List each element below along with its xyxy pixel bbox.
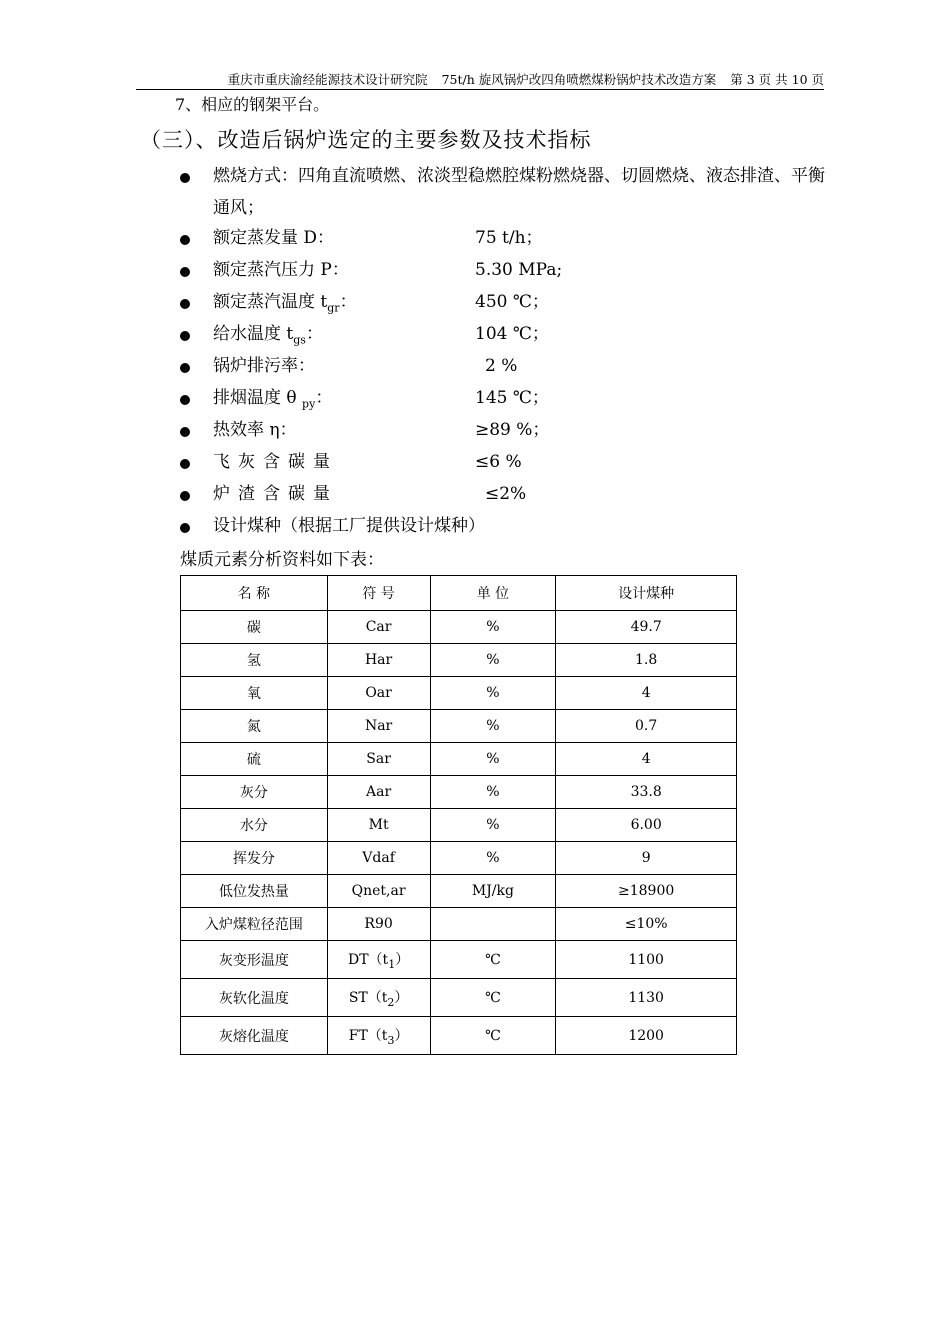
efficiency-value: ≥89 %； [475, 420, 550, 440]
bullet-dot-icon [180, 395, 190, 405]
symbol-close: ） [394, 1027, 409, 1044]
slag-carbon-value: ≤2% [485, 484, 527, 504]
cell-unit: % [430, 677, 556, 710]
flue-temp-label-text: 排烟温度 θ [213, 388, 303, 408]
symbol-subscript: 3 [387, 1033, 395, 1047]
table-row [181, 611, 737, 644]
bullet-dot-icon [180, 299, 190, 309]
cell-symbol [327, 941, 430, 979]
symbol-text: DT（t [347, 951, 389, 968]
symbol-close: ） [394, 989, 409, 1006]
cell-unit: % [430, 776, 556, 809]
cell-value: 1.8 [556, 644, 737, 677]
bullet-slag-carbon [180, 480, 826, 512]
cell-unit: ℃ [430, 941, 556, 979]
table-row [181, 743, 737, 776]
coal-analysis-table [180, 575, 737, 1055]
table-row [181, 644, 737, 677]
bullet-design-coal [180, 512, 826, 544]
bullet-blowdown [180, 352, 826, 384]
table-row [181, 908, 737, 941]
section-title: （三）、改造后锅炉选定的主要参数及技术指标 [140, 128, 592, 152]
symbol-subscript: 2 [387, 995, 395, 1009]
slag-carbon-label: 炉渣含碳量 [213, 484, 338, 504]
cell-name: 氧 [181, 677, 328, 710]
symbol-text: Nar [364, 718, 393, 734]
table-row [181, 1017, 737, 1055]
table-body [181, 611, 737, 1055]
table-row [181, 710, 737, 743]
fly-ash-carbon-label: 飞灰含碳量 [213, 452, 338, 472]
cell-unit: % [430, 743, 556, 776]
cell-unit: % [430, 644, 556, 677]
header-page-number: 第 3 页 共 10 页 [730, 72, 824, 87]
cell-value: 1100 [556, 941, 737, 979]
cell-value: ≤10% [556, 908, 737, 941]
cell-value: 4 [556, 677, 737, 710]
cell-symbol [327, 611, 430, 644]
header-unit: 单 位 [430, 576, 556, 611]
bullet-flue-temp [180, 384, 826, 416]
cell-symbol [327, 979, 430, 1017]
parameter-list [180, 162, 826, 544]
cell-symbol [327, 875, 430, 908]
page-header [136, 72, 824, 90]
steam-temp-label-text: 额定蒸汽温度 t [213, 292, 328, 312]
cell-unit: % [430, 842, 556, 875]
blowdown-value: 2 % [485, 356, 518, 376]
bullet-dot-icon [180, 491, 190, 501]
blowdown-label: 锅炉排污率： [213, 356, 315, 376]
steam-flow-label: 额定蒸发量 D： [213, 228, 335, 248]
table-row [181, 809, 737, 842]
table-intro: 煤质元素分析资料如下表： [180, 550, 384, 570]
cell-unit: ℃ [430, 979, 556, 1017]
bullet-dot-icon [180, 363, 190, 373]
cell-unit: % [430, 809, 556, 842]
efficiency-label: 热效率 η： [213, 420, 297, 440]
cell-name: 灰熔化温度 [181, 1017, 328, 1055]
feed-temp-colon: ： [305, 324, 323, 344]
bullet-dot-icon [180, 267, 190, 277]
cell-name: 碳 [181, 611, 328, 644]
steam-flow-value: 75 t/h； [475, 228, 543, 248]
steam-pressure-value: 5.30 MPa; [475, 260, 563, 280]
steam-temp-colon: ： [339, 292, 357, 312]
bullet-dot-icon [180, 173, 190, 183]
cell-value: 49.7 [556, 611, 737, 644]
cell-symbol [327, 743, 430, 776]
cell-name: 氢 [181, 644, 328, 677]
fly-ash-carbon-value: ≤6 % [475, 452, 522, 472]
bullet-dot-icon [180, 523, 190, 533]
feed-temp-label-text: 给水温度 t [213, 324, 294, 344]
feed-temp-subscript: gs [293, 333, 306, 347]
bullet-fly-ash-carbon [180, 448, 826, 480]
cell-symbol [327, 776, 430, 809]
header-org: 重庆市重庆渝经能源技术设计研究院 [227, 72, 428, 87]
cell-name: 入炉煤粒径范围 [181, 908, 328, 941]
bullet-dot-icon [180, 459, 190, 469]
symbol-subscript: 1 [388, 957, 396, 971]
feed-temp-label [213, 320, 323, 354]
bullet-dot-icon [180, 331, 190, 341]
cell-symbol [327, 809, 430, 842]
symbol-text: Oar [365, 685, 392, 701]
list-item-7: 7、相应的钢架平台。 [175, 95, 330, 114]
cell-name: 灰分 [181, 776, 328, 809]
bullet-steam-temp [180, 288, 826, 320]
cell-symbol [327, 1017, 430, 1055]
cell-name: 氮 [181, 710, 328, 743]
steam-temp-label [213, 288, 357, 322]
symbol-text: Har [364, 652, 393, 668]
steam-pressure-label: 额定蒸汽压力 P： [213, 260, 349, 280]
symbol-text: FT（t [348, 1027, 388, 1044]
steam-temp-value: 450 ℃； [475, 292, 549, 312]
cell-value: 9 [556, 842, 737, 875]
table-row [181, 941, 737, 979]
bullet-steam-pressure [180, 256, 826, 288]
cell-name: 硫 [181, 743, 328, 776]
cell-value: 1200 [556, 1017, 737, 1055]
bullet-dot-icon [180, 427, 190, 437]
symbol-text: Qnet,ar [351, 883, 406, 899]
flue-temp-value: 145 ℃； [475, 388, 549, 408]
cell-value: 4 [556, 743, 737, 776]
symbol-text: Car [365, 619, 392, 635]
cell-name: 水分 [181, 809, 328, 842]
bullet-feed-temp [180, 320, 826, 352]
table-row [181, 842, 737, 875]
cell-unit: MJ/kg [430, 875, 556, 908]
combustion-text: 燃烧方式：四角直流喷燃、浓淡型稳燃腔煤粉燃烧器、切圆燃烧、液态排渣、平衡通风； [213, 166, 825, 218]
symbol-text: Vdaf [362, 850, 395, 866]
table-row [181, 979, 737, 1017]
symbol-text: Mt [368, 817, 389, 833]
table-row [181, 677, 737, 710]
header-doc-title: 75t/h 旋风锅炉改四角喷燃煤粉锅炉技术改造方案 [441, 72, 717, 87]
cell-value: 0.7 [556, 710, 737, 743]
bullet-combustion [180, 162, 826, 224]
header-design-coal: 设计煤种 [556, 576, 737, 611]
cell-value: 33.8 [556, 776, 737, 809]
symbol-text: ST（t [348, 989, 388, 1006]
cell-symbol [327, 644, 430, 677]
cell-symbol [327, 842, 430, 875]
table-row [181, 875, 737, 908]
steam-temp-subscript: gr [327, 301, 340, 315]
symbol-text: Sar [366, 751, 391, 767]
cell-value: 6.00 [556, 809, 737, 842]
flue-temp-subscript: py [302, 397, 316, 411]
bullet-dot-icon [180, 235, 190, 245]
cell-unit: ℃ [430, 1017, 556, 1055]
table-header-row [181, 576, 737, 611]
symbol-text: Aar [366, 784, 392, 800]
cell-symbol [327, 908, 430, 941]
cell-unit: % [430, 611, 556, 644]
cell-symbol [327, 710, 430, 743]
cell-name: 灰变形温度 [181, 941, 328, 979]
flue-temp-label [213, 384, 332, 418]
cell-value: 1130 [556, 979, 737, 1017]
symbol-text: R90 [364, 916, 393, 932]
cell-name: 挥发分 [181, 842, 328, 875]
cell-symbol [327, 677, 430, 710]
symbol-close: ） [395, 951, 410, 968]
cell-unit: % [430, 710, 556, 743]
cell-name: 灰软化温度 [181, 979, 328, 1017]
bullet-efficiency [180, 416, 826, 448]
header-name: 名 称 [181, 576, 328, 611]
cell-value: ≥18900 [556, 875, 737, 908]
cell-name: 低位发热量 [181, 875, 328, 908]
feed-temp-value: 104 ℃； [475, 324, 549, 344]
header-symbol: 符 号 [327, 576, 430, 611]
table-row [181, 776, 737, 809]
bullet-steam-flow [180, 224, 826, 256]
cell-unit [430, 908, 556, 941]
design-coal-text: 设计煤种（根据工厂提供设计煤种） [213, 516, 485, 536]
flue-temp-colon: ： [315, 388, 333, 408]
